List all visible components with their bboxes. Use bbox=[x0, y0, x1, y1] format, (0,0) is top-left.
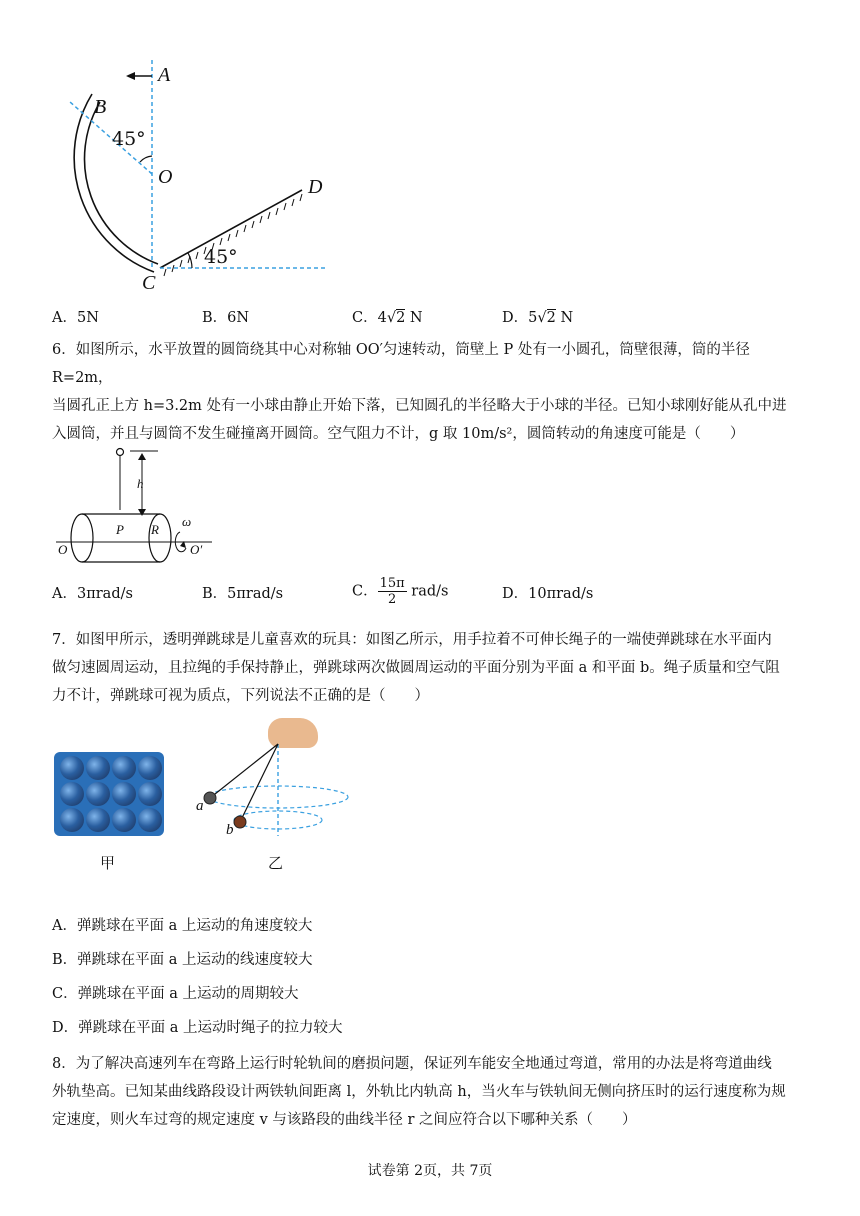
label-P: P bbox=[116, 522, 124, 537]
label-C: C bbox=[142, 272, 156, 294]
label-h: h bbox=[137, 476, 144, 491]
angle-bottom-label: 45° bbox=[204, 246, 238, 268]
bouncy-balls-photo bbox=[54, 752, 164, 836]
sqrt-sign: √ bbox=[386, 310, 397, 326]
label-O: O bbox=[58, 542, 68, 557]
label-R: R bbox=[151, 522, 159, 537]
label-jia: 甲 bbox=[100, 854, 116, 872]
q7-stem: 7．如图甲所示，透明弹跳球是儿童喜欢的玩具：如图乙所示，用手拉着不可伸长绳子的一端使弹跳球在水平面内 做匀速圆周运动，且拉绳的手保持静止，弹跳球两次做圆周运动的平面分别为平面 a 和平面 b。绳子质量和空气阻 力不计，弹跳球可视为质点，下列说法不正确的是（ ） bbox=[52, 632, 780, 704]
label-B: B bbox=[94, 96, 107, 118]
q6-option-b[interactable]: B．5πrad/s bbox=[202, 586, 284, 602]
q6-option-c[interactable]: C． $\frac{15\pi}{2}$ rad/s bbox=[352, 576, 449, 607]
label-omega: ω bbox=[182, 514, 192, 529]
q5-option-d[interactable]: D．5√2 N bbox=[502, 310, 574, 326]
label-D: D bbox=[308, 176, 323, 198]
label-ball-b: b bbox=[226, 822, 234, 838]
q7-diagram bbox=[190, 730, 360, 850]
q7-option-d[interactable]: D．弹跳球在平面 a 上运动时绳子的拉力较大 bbox=[52, 1020, 343, 1036]
q5-option-b[interactable]: B．6N bbox=[202, 310, 250, 326]
q7-option-c[interactable]: C．弹跳球在平面 a 上运动的周期较大 bbox=[52, 986, 299, 1002]
label-O-prime: O′ bbox=[190, 542, 203, 557]
fraction: $\frac{15\pi}{2}$ bbox=[379, 576, 405, 607]
q7-option-b[interactable]: B．弹跳球在平面 a 上运动的线速度较大 bbox=[52, 952, 313, 968]
label-O: O bbox=[158, 166, 173, 188]
q5-figure bbox=[40, 50, 360, 300]
page-footer: 试卷第 2页，共 7页 bbox=[367, 1163, 493, 1179]
label-A: A bbox=[158, 64, 171, 86]
label-yi: 乙 bbox=[268, 854, 284, 872]
label-ball-a: a bbox=[196, 798, 204, 814]
angle-top-label: 45° bbox=[112, 128, 146, 150]
q6-stem: 6．如图所示，水平放置的圆筒绕其中心对称轴 OO′匀速转动，筒壁上 P 处有一小圆孔，筒壁很薄，筒的半径 R=2m， 当圆孔正上方 h=3.2m 处有一小球由静止开始下落，已知圆孔的半径略大于小球的半径。已知小球刚好能从孔中进 入圆筒，并且与圆筒不发生碰撞离开圆筒。空气阻力不计，g 取 10m/s²，圆筒转动的角速度可能是（ ） bbox=[52, 342, 787, 442]
q6-option-d[interactable]: D．10πrad/s bbox=[502, 586, 594, 602]
q8-stem: 8．为了解决高速列车在弯路上运行时轮轨间的磨损问题，保证列车能安全地通过弯道，常用的办法是将弯道曲线 外轨垫高。已知某曲线路段设计两铁轨间距离 l，外轨比内轨高 h，当火车与铁轨间无侧向挤压时的运行速度称为规 定速度，则火车过弯的规定速度 v 与该路段的曲线半径 r 之间应符合以下哪种关系（ ） bbox=[52, 1056, 786, 1128]
q7-option-a[interactable]: A．弹跳球在平面 a 上运动的角速度较大 bbox=[52, 918, 313, 934]
sqrt-sign: √ bbox=[537, 310, 547, 326]
q5-option-a[interactable]: A．5N bbox=[52, 310, 99, 326]
q5-option-c[interactable]: C．4√2 N bbox=[352, 310, 423, 326]
q6-option-a[interactable]: A．3πrad/s bbox=[52, 586, 133, 602]
